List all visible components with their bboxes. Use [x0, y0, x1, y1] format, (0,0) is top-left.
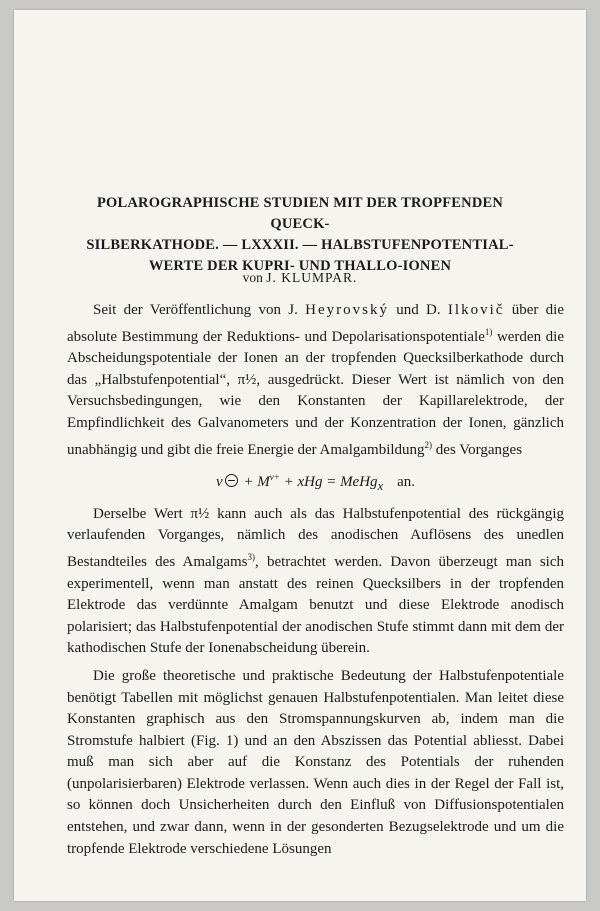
para1-text-e: des Vorganges	[432, 441, 523, 458]
paragraph-1	[67, 300, 564, 461]
paragraph-2	[67, 504, 564, 660]
document-page	[14, 10, 586, 901]
para2-text-a: Derselbe Wert π½ kann auch als das Halbstufenpotential des rückgängig verlaufenden Vorganges, nämlich des anodischen Auflösens des unedlen Bestandteiles des Amalgams	[67, 505, 564, 570]
author-name: J. KLUMPAR.	[266, 270, 358, 285]
author-ref-heyrovsky: Heyrovský	[305, 302, 389, 318]
author-ref-ilkovic: Ilkovič	[447, 302, 505, 318]
para1-text-a: Seit der Veröffentlichung von J.	[93, 302, 306, 318]
equation	[67, 467, 564, 498]
equation-rest: + xHg = MeHg	[279, 474, 378, 491]
equation-subscript: x	[377, 479, 384, 494]
equation-plus-m: + M	[239, 474, 270, 491]
title-line-2: SILBERKATHODE. — LXXXII. — HALBSTUFENPOTENTIAL-	[86, 237, 514, 253]
para1-text-b: und D.	[388, 302, 448, 318]
title-line-3: WERTE DER KUPRI- UND THALLO-IONEN	[148, 258, 452, 274]
para2-text-b: , betrachtet werden. Davon überzeugt man sich experimentell, wenn man anstatt des reinen Quecksilbers in der tropfenden Elektrode das verdünnte Amalgam benutzt und diese Elektrode anodisch polarisiert; das Halbstufenpotential der anodischen Stufe stimmt dann mit dem der kathodischen Stufe der Ionenabscheidung überein.	[67, 553, 565, 657]
footnote-ref-3: 3)	[247, 551, 256, 562]
para1-text-d: werden die Abscheidungspotentiale der Ionen an der tropfenden Quecksilberkathode durch das „Halbstufenpotential“, π½, ausgedrückt. Dieser Wert ist nämlich von den Versuchsbedingungen, wie den Konstanten der Kapillarelektrode, der Empfindlichkeit des Galvanometers und der Konzentration der Ionen, gänzlich unabhängig und gibt die freie Energie der Amalgambildung	[67, 328, 564, 458]
title-line-1: POLAROGRAPHISCHE STUDIEN MIT DER TROPFENDEN QUECK-	[96, 195, 504, 232]
equation-suffix: an.	[397, 474, 416, 491]
paragraph-3: Die große theoretische und praktische Bedeutung der Halbstufenpotentiale benötigt Tabellen mit möglichst genauen Halbstufenpotentialen. Man leitet diese Konstanten graphisch aus den Stromspannungskurven ab, indem man die Stromstufe halbiert (Fig. 1) und an den Abszissen das Potential abliesst. Dabei muß man sich aber auf die Konstanz des Potentials der ruhenden (unpolarisierbaren) Elektrode verlassen. Wenn auch dies in der Regel der Fall ist, so können doch Unsicherheiten durch den Einfluß von Diffusionspotentialen entstehen, und zwar dann, wenn in der gesonderten Bezugselektrode und um die tropfende Elektrode verschiedene Lösungen	[67, 667, 564, 857]
equation-nu: ν	[215, 474, 223, 491]
footnote-ref-1: 1)	[484, 326, 493, 337]
para1-text-c: über die absolute Bestimmung der Reduktions- und Depolarisationspotentiale	[67, 302, 564, 345]
body-text	[67, 300, 564, 860]
author-line	[14, 270, 586, 286]
paper-title	[66, 193, 534, 277]
footnote-ref-2: 2)	[424, 439, 433, 450]
equation-superscript: ν+	[269, 472, 280, 483]
minus-in-circle-icon	[225, 474, 238, 487]
author-prefix: von	[242, 270, 263, 285]
